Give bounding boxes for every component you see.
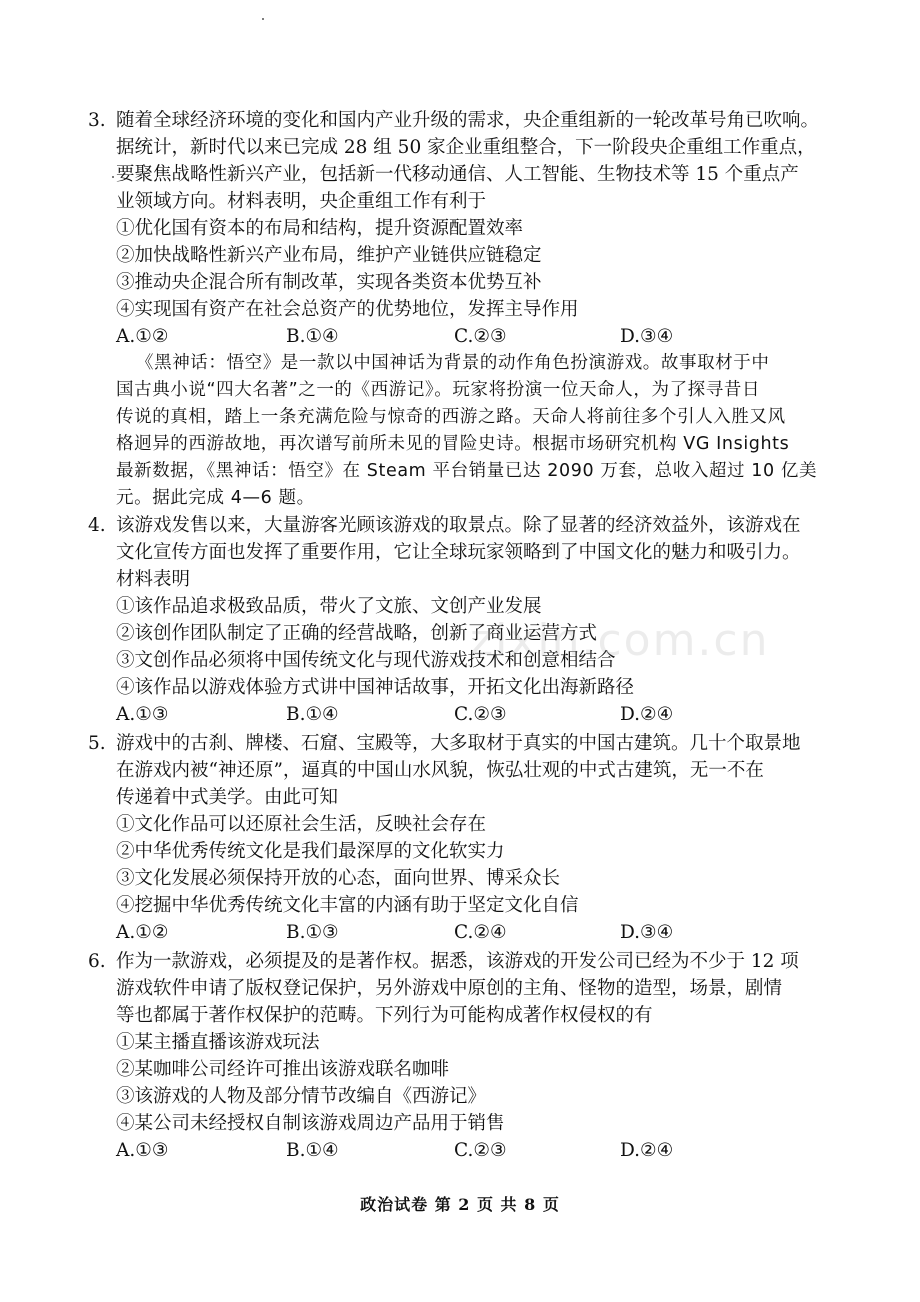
material-line: 最新数据，《黑神话：悟空》在 Steam 平台销量已达 2090 万套，总收入超过 10 亿美 [116,461,818,481]
question-stem-line: 4. 该游戏发售以来，大量游客光顾该游戏的取景点。除了显著的经济效益外，该游戏在 [88,512,828,539]
option-c[interactable]: C.②④ [454,922,507,943]
question-stem-line: 在游戏内被“神还原”，逼真的中国山水风貌，恢弘壮观的中式古建筑，无一不在 [116,760,764,781]
statement-item: ②加快战略性新兴产业布局，维护产业链供应链稳定 [116,245,542,266]
question-stem-line: 6. 作为一款游戏，必须提及的是著作权。据悉，该游戏的开发公司已经为不少于 12 项 [88,948,828,975]
option-a[interactable]: A.①③ [116,704,169,725]
statement-item: ④该作品以游戏体验方式讲中国神话故事，开拓文化出海新路径 [116,677,635,698]
option-c[interactable]: C.②③ [454,326,507,347]
question-number: 3. [88,110,106,131]
option-c[interactable]: C.②③ [454,1140,507,1161]
answer-options [88,701,828,728]
scan-speck [262,18,264,20]
page-footer: 政治试卷 第 2 页 共 8 页 [360,1195,560,1214]
material-passage [116,350,816,512]
question-stem-line: 5. 游戏中的古刹、牌楼、石窟、宝殿等，大多取材于真实的中国古建筑。几十个取景地 [88,730,828,757]
material-line: 国古典小说“四大名著”之一的《西游记》。玩家将扮演一位天命人，为了探寻昔日 [116,380,761,400]
statement-item: ①优化国有资本的布局和结构，提升资源配置效率 [116,218,524,239]
material-line: 格迥异的西游故地，再次谱写前所未见的冒险史诗。根据市场研究机构 VG Insights [116,434,790,454]
statement-item: ①某主播直播该游戏玩法 [116,1032,320,1053]
question-stem-line: 据统计，新时代以来已完成 28 组 50 家企业重组整合，下一阶段央企重组工作重点， [116,137,816,158]
option-d[interactable]: D.③④ [620,922,674,943]
option-a[interactable]: A.①② [116,922,169,943]
statement-item: ③文创作品必须将中国传统文化与现代游戏技术和创意相结合 [116,650,616,671]
answer-options [88,919,828,946]
statement-item: ①文化作品可以还原社会生活，反映社会存在 [116,814,487,835]
statement-item: ②中华优秀传统文化是我们最深厚的文化软实力 [116,841,505,862]
statement-item: ④某公司未经授权自制该游戏周边产品用于销售 [116,1113,505,1134]
question-number: 5. [88,733,106,754]
question-stem-line: 要聚焦战略性新兴产业，包括新一代移动通信、人工智能、生物技术等 15 个重点产 [116,164,799,185]
option-a[interactable]: A.①③ [116,1140,169,1161]
question-5 [88,730,828,946]
question-stem-line: 3. 随着全球经济环境的变化和国内产业升级的需求，央企重组新的一轮改革号角已吹响。 [88,107,828,134]
question-3 [88,107,828,350]
option-b[interactable]: B.①④ [286,326,339,347]
watermark: zixin.com.cn [470,615,770,666]
answer-options [88,1137,828,1164]
question-number: 4. [88,515,106,536]
statement-item: ①该作品追求极致品质，带火了文旅、文创产业发展 [116,596,542,617]
answer-options [88,323,828,350]
question-stem-line: 材料表明 [116,569,191,590]
option-b[interactable]: B.①③ [286,922,339,943]
statement-item: ②某咖啡公司经许可推出该游戏联名咖啡 [116,1059,450,1080]
question-stem-line: 业领域方向。材料表明，央企重组工作有利于 [116,191,487,212]
option-d[interactable]: D.③④ [620,326,674,347]
question-stem-line: 传递着中式美学。由此可知 [116,787,339,808]
option-d[interactable]: D.②④ [620,1140,674,1161]
option-b[interactable]: B.①④ [286,1140,339,1161]
material-line: 《黑神话：悟空》是一款以中国神话为背景的动作角色扮演游戏。故事取材于中 [136,353,770,373]
statement-item: ④实现国有资产在社会总资产的优势地位，发挥主导作用 [116,299,579,320]
material-line: 元。据此完成 4—6 题。 [116,488,315,508]
material-line: 传说的真相，踏上一条充满危险与惊奇的西游之路。天命人将前往多个引人入胜又风 [116,407,786,427]
question-6 [88,948,828,1164]
statement-item: ③该游戏的人物及部分情节改编自《西游记》 [116,1086,487,1107]
option-b[interactable]: B.①④ [286,704,339,725]
option-a[interactable]: A.①② [116,326,169,347]
statement-item: ④挖掘中华优秀传统文化丰富的内涵有助于坚定文化自信 [116,895,579,916]
statement-item: ③文化发展必须保持开放的心态，面向世界、博采众长 [116,868,561,889]
question-stem-line: 文化宣传方面也发挥了重要作用，它让全球玩家领略到了中国文化的魅力和吸引力。 [116,542,801,563]
question-number: 6. [88,951,106,972]
statement-item: ②该创作团队制定了正确的经营战略，创新了商业运营方式 [116,623,598,644]
option-c[interactable]: C.②③ [454,704,507,725]
question-stem-line: 游戏软件申请了版权登记保护，另外游戏中原创的主角、怪物的造型，场景，剧情 [116,978,783,999]
statement-item: ③推动央企混合所有制改革，实现各类资本优势互补 [116,272,542,293]
option-d[interactable]: D.②④ [620,704,674,725]
question-stem-line: 等也都属于著作权保护的范畴。下列行为可能构成著作权侵权的有 [116,1005,653,1026]
